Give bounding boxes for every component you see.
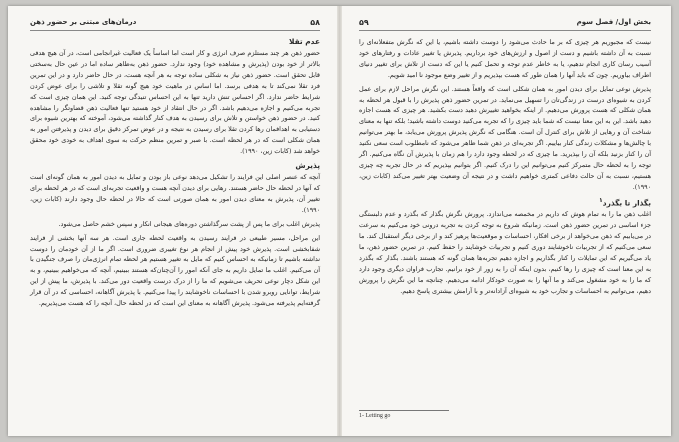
footnote-divider	[359, 410, 449, 411]
footnote: 1- Letting go	[359, 413, 391, 419]
left-page-header	[30, 16, 320, 31]
book-spread	[8, 6, 671, 436]
right-running-title: بخش اول/ فصل سوم	[576, 18, 651, 26]
section-heading-acceptance: پذیرش	[295, 161, 320, 171]
paragraph: پذیرش اغلب برای ما پس از پشت سرگذاشتن دوره‌های هیجانی انکار و سپس خشم حاصل می‌شود.	[58, 219, 320, 228]
paragraph: آنچه که عنصر اصلی این فرایند را تشکیل می‌دهد نوعی باز بودن و تمایل به دیدن امور به همان گونه‌ای است که آنها در لحظه حال حاضر هستند. رهایی برای دیدن آنچه هست و واقعیت تجربه‌ای است که در هر لحظه برای تغییر آن، پذیرش به معنای دیدن امور به همان صورتی است که حالا در لحظه حال وجود دارند (کابات زین، ۱۹۹۰).	[30, 173, 320, 214]
left-page-number: ۵۸	[310, 17, 320, 27]
footnote-marker: ۱	[599, 196, 603, 204]
left-running-title: درمان‌های مبتنی بر حضور ذهن	[30, 18, 137, 26]
right-page	[341, 6, 671, 436]
paragraph: پذیرش نوعی تمایل برای دیدن امور به همان شکلی است که واقعاً هستند. این نگرش مراحل لازم برای عمل کردن به شیوه‌ای درست در زندگی‌تان را تسهیل می‌نماید. در تمرین حضور ذهن پذیرش را با قبول هر لحظه به همان شکلی که هست پرورش می‌دهیم. از اینکه بخواهید تغییرش دهید دست بکشید. هر چیزی که هست اجازه دهید باشد. این به این معنا نیست که شما باید چیزی را که تجربه می‌کنید دوست داشته باشید؛ بلکه تنها به معنای شناخت آن و رهایی از تلاش برای کنترل آن است. هنگامی که نگرش پذیرش پرورش می‌یابد، ما بهتر می‌توانیم با چالش‌ها و مشکلات زندگی کنار بیاییم. اگر تجربه‌ای در ذهن شما ظاهر می‌شود که نامطلوب است سعی نکنید آن را کنار بزنید بلکه آن را بپذیرید. ما چیزی که در لحظه وجود دارد را هم زمان با پذیرش آن نگاه می‌کنیم. اگر توجه را به لحظه حال متمرکز کنیم می‌توانیم این را درک کنیم. اگر بتوانیم بپذیریم که در حال تجربه چه چیزی هستیم، نسبت به آن حالت دفاعی کمتری خواهیم داشت و در نتیجه آن وضعیت بهتر تغییر می‌کند (کابات زین، ۱۹۹۰).	[359, 84, 651, 191]
right-page-number: ۵۹	[359, 17, 369, 27]
section-heading-letting-go	[359, 197, 651, 207]
left-page	[8, 6, 338, 436]
paragraph: اغلب ذهن ما را به تمام هوش که داریم در مخمصه می‌اندازد. پرورش نگرش بگذار که بگذرد و عدم دلبستگی جزء اساسی در تمرین حضور ذهن است. زمانیکه شروع به توجه کردن به تجربه درونی خود می‌کنیم به سرعت در می‌یابیم که ذهن می‌خواهد از برخی افکار، احساسات و موقعیت‌ها پرهیز کند و از برخی دیگر استقبال کند. ما سعی می‌کنیم که از تجربیات ناخوشایند دوری کنیم و تجربیات خوشایند را حفظ کنیم. در تمرین حضور ذهن، ما یاد می‌گیریم که این تمایلات را کنار بگذاریم و اجازه دهیم تجربه‌ها همان گونه که هستند باشند. بگذار که بگذرد به این معنا است که چیزی را رها کنیم، بدون اینکه آن را به زور از خود برانیم. تجارب فراوان دیگری وجود دارد که ما را به خود مشغول می‌کند و ما آنها را به صورت خودکار ادامه می‌دهیم. چنانچه ما این نگرش را پرورش دهیم، می‌توانیم به احساسات و تجارب خود به شیوه‌ای آزادانه‌تر و با آرامش بیشتری پاسخ دهیم.	[359, 210, 651, 295]
paragraph: نیست که مجبوریم هر چیزی که بر ما حادث می‌شود را دوست داشته باشیم، یا این که نگرش متفعلانه‌ای را نسبت به آن داشته باشیم و دست از اصول و ارزش‌های خود برداریم. پذیرش یا تغییر عادات و رفتارهای خود آسیب رسان کاری انجام ندهیم، یا به خاطر عدم توجه و تحمل کنیم یا این که دست از تلاش برای تغییر دنیای اطراف بیاوریم. چون که باید آنها را همان طور که هست بپذیریم و از تغییر وضع موجود نا امید شویم.	[359, 38, 651, 79]
paragraph: حضور ذهن هر چند مستلزم صرف انرژی و کار است اما اساساً یک فعالیت غیرانجامی است، در آن هیچ هدفی بالاتر از خود بودن (پذیرش و مشاهده خود) وجود ندارد. حضور ذهن به‌ظاهر ساده اما در عین حال به‌سختی قابل تحقق است. حضور ذهن نیاز به شکلی ساده توجه به هر آنچه هست، در حال حاضر دارد و در این تمرین فرد تقلا نمی‌کند تا به هدفی برسد. اما اساس در ماهیت خود هیچ گونه تقلا و تلاشی را برای عوض کردن شرایط حاضر ندارد. اگر احساس تنش دارید تنها به این احساس تنیدگی توجه کنید. این همان چیزی است که تجربه می‌کنیم و اجازه می‌دهیم باشد. اگر در حال انتقاد از خود هستید تنها فعالیت ذهن قضاوتگر را مشاهده کنید. در حضور ذهن خواستن و تلاش برای رسیدن به هدف کنار گذاشته می‌شود، آموخته که بهترین شیوه برای دستیابی به اهدافمان رها کردن تقلا برای رسیدن به نتیجه و در عوض تمرکز دقیق برای دیدن و پذیرفتن امور به همان شکلی است که در هر لحظه است. با صبر و تمرین منظم حرکت به سوی اهداف به خودی خود محقق خواهد شد (کابات زین، ۱۹۹۰).	[30, 49, 320, 156]
section-heading-text: بگذار تا بگذرد	[602, 198, 651, 208]
section-heading-non-striving: عدم تقلا	[288, 37, 320, 46]
right-page-header	[359, 16, 651, 31]
paragraph: این مراحل، مسیر طبیعی در فرایند رسیدن به واقعیت لحظه جاری است. هر سه آنها بخشی از فرایند شفابخشی است. پذیرش خود پیش از انجام هر نوع تغییری ضروری است. اگر ما از آن خودمان را دوست نداشته باشیم تا زمانیکه به احساس کنیم که مایل به تغییر هستیم هر لحظه تمام انرژی‌مان را صرف جنگیدن با آن می‌کنیم. اغلب ما تمایل داریم به جای آنکه امور را آن‌چنان‌که هستند ببینیم، آنچه که می‌خواهیم ببینیم، و به این شکل دچار نوعی تحریف می‌شویم که ما را از درک درست واقعیت دور می‌کند. با پذیرش، ما پیش از این شرایط، توانایی روبرو شدن با احساسات ناخوشایند را پیدا می‌کنیم. با پذیرش آگاهانه، احساسی که در آن قرار گرفته‌ایم پذیرفته می‌شود. پذیرش آگاهانه به معنای این است که در لحظه حال، آنچه را که هست می‌پذیریم.	[30, 233, 320, 308]
